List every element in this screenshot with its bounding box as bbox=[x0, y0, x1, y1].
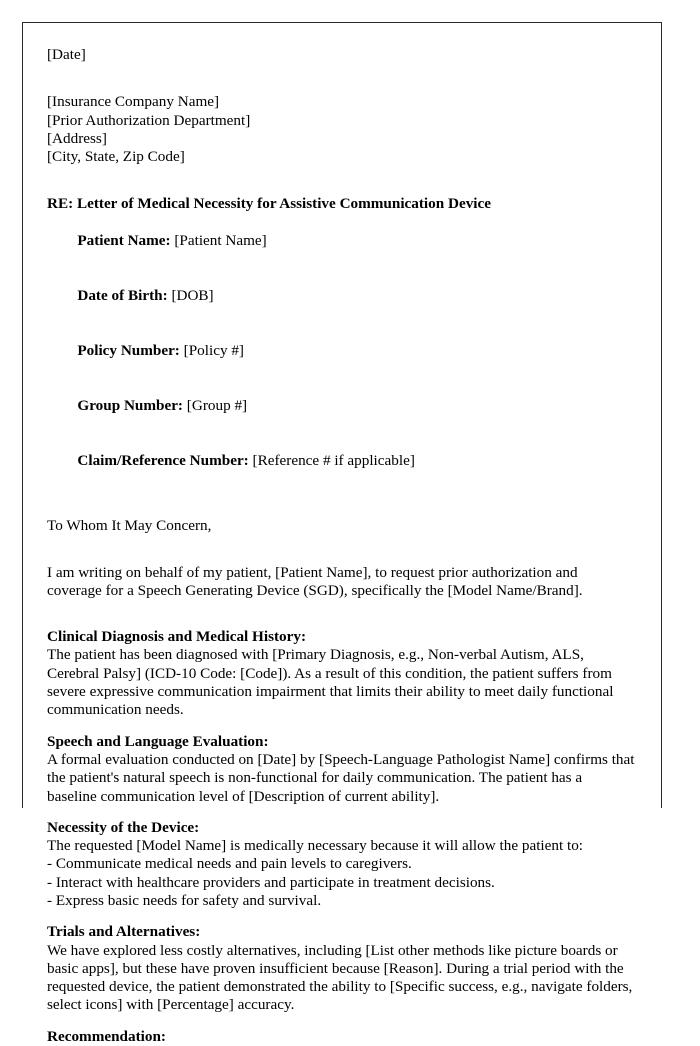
list-item: - Express basic needs for safety and survival. bbox=[47, 891, 322, 909]
reference-value: [Policy #] bbox=[183, 341, 244, 359]
spacer-after-reference bbox=[47, 488, 635, 517]
section-body: We have explored less costly alternatives, including [List other methods like picture boards or basic apps], but these have proven insufficient because [Reason]. During a trial period with the requested device, the patient demonstrated the ability to [Specific success, e.g., navigate folders, select icons] with [Percentage] accuracy. bbox=[47, 941, 637, 1014]
subject-line: RE: Letter of Medical Necessity for Assistive Communication Device bbox=[47, 195, 491, 213]
list-item: - Interact with healthcare providers and participate in treatment decisions. bbox=[47, 873, 495, 891]
opening-paragraph: I am writing on behalf of my patient, [Patient Name], to request prior authorization and coverage for a Speech Generating Device (SGD), specifically the [Model Name/Brand]. bbox=[47, 563, 583, 599]
spacer-section bbox=[47, 720, 635, 733]
section-recommendation bbox=[47, 1028, 635, 1046]
reference-label: Date of Birth: bbox=[77, 286, 168, 304]
reference-value: [Group #] bbox=[186, 396, 248, 414]
reference-block bbox=[47, 195, 635, 488]
reference-label: Policy Number: bbox=[77, 341, 180, 359]
section-speech-evaluation bbox=[47, 732, 639, 806]
section-body: The requested [Model Name] is medically necessary because it will allow the patient to: bbox=[47, 837, 584, 855]
list-item: - Communicate medical needs and pain levels to caregivers. bbox=[47, 855, 412, 873]
recipient-line: [Prior Authorization Department] bbox=[47, 111, 251, 129]
spacer-after-opening bbox=[47, 600, 635, 628]
reference-row bbox=[47, 433, 635, 488]
spacer-after-date bbox=[47, 64, 635, 93]
spacer-after-salutation bbox=[47, 536, 635, 564]
document-body bbox=[23, 23, 661, 1046]
section-body: The patient has been diagnosed with [Primary Diagnosis, e.g., Non-verbal Autism, ALS, Cerebral Palsy] (ICD-10 Code: [Code]). As a result of this condition, the patient suffers from severe expressive communication impairment that limits their ability to meet daily functional communication needs. bbox=[47, 646, 618, 719]
spacer-section bbox=[47, 1015, 635, 1028]
recipient-line: [Insurance Company Name] bbox=[47, 93, 220, 111]
section-heading: Necessity of the Device: bbox=[47, 818, 200, 836]
salutation: To Whom It May Concern, bbox=[47, 517, 212, 535]
reference-row bbox=[47, 324, 635, 379]
spacer-section bbox=[47, 806, 635, 819]
document-page bbox=[22, 22, 662, 1045]
section-clinical-diagnosis bbox=[47, 628, 635, 719]
date-placeholder: [Date] bbox=[47, 46, 86, 63]
recipient-line: [Address] bbox=[47, 129, 107, 147]
recipient-line: [City, State, Zip Code] bbox=[47, 148, 185, 166]
section-heading: Speech and Language Evaluation: bbox=[47, 732, 269, 750]
section-necessity-of-device bbox=[47, 819, 635, 910]
reference-row bbox=[47, 378, 635, 433]
spacer-section bbox=[47, 910, 635, 923]
section-heading: Clinical Diagnosis and Medical History: bbox=[47, 628, 307, 646]
reference-value: [Patient Name] bbox=[174, 232, 267, 250]
reference-row bbox=[47, 269, 635, 324]
spacer-after-address bbox=[47, 166, 635, 195]
section-heading: Trials and Alternatives: bbox=[47, 923, 201, 941]
section-body: A formal evaluation conducted on [Date] by [Speech-Language Pathologist Name] confirms that the patient's natural speech is non-functional for daily communication. The patient has a baseline communication level of [Description of current ability]. bbox=[47, 750, 639, 805]
section-trials-alternatives bbox=[47, 923, 635, 1014]
reference-label: Patient Name: bbox=[77, 232, 171, 250]
recipient-address-block bbox=[47, 93, 635, 166]
reference-label: Group Number: bbox=[77, 396, 183, 414]
reference-row bbox=[47, 214, 635, 269]
reference-value: [DOB] bbox=[171, 286, 214, 304]
reference-value: [Reference # if applicable] bbox=[252, 451, 415, 469]
reference-label: Claim/Reference Number: bbox=[77, 451, 249, 469]
section-heading: Recommendation: bbox=[47, 1027, 166, 1045]
